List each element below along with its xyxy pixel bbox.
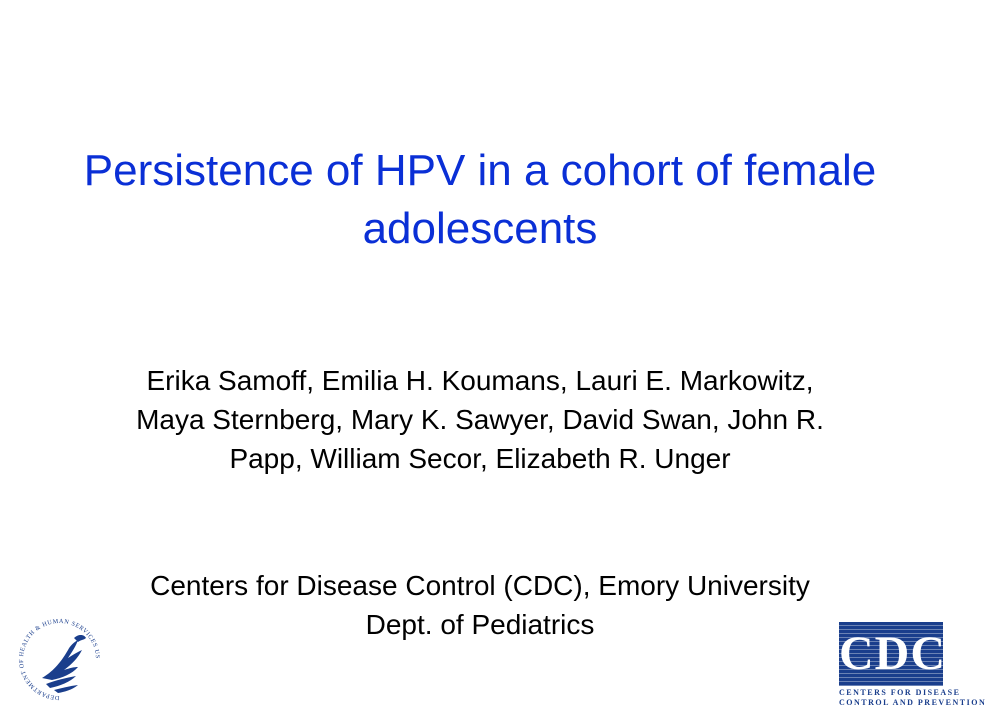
cdc-caption-line1: CENTERS FOR DISEASE [839,688,961,697]
affiliation-text: Centers for Disease Control (CDC), Emory University Dept. of Pediatrics [150,570,810,640]
author-list: Erika Samoff, Emilia H. Koumans, Lauri E. Markowitz, Maya Sternberg, Mary K. Sawyer, David Swan, John R. Papp, William Secor, Elizabeth R. Unger [136,365,824,474]
svg-text:DEPARTMENT OF HEALTH & HUMAN S [12,612,101,701]
cdc-logo [833,622,986,712]
slide-title: Persistence of HPV in a cohort of female adolescents [83,146,877,253]
hhs-seal-text: DEPARTMENT OF HEALTH & HUMAN SERVICES US [17,617,102,702]
hhs-seal-logo [12,612,107,707]
cdc-logo-box [839,622,946,686]
cdc-caption-line2: CONTROL AND PREVENTION [839,698,986,707]
cdc-wordmark: CDC [839,627,946,680]
cdc-caption [839,688,986,708]
